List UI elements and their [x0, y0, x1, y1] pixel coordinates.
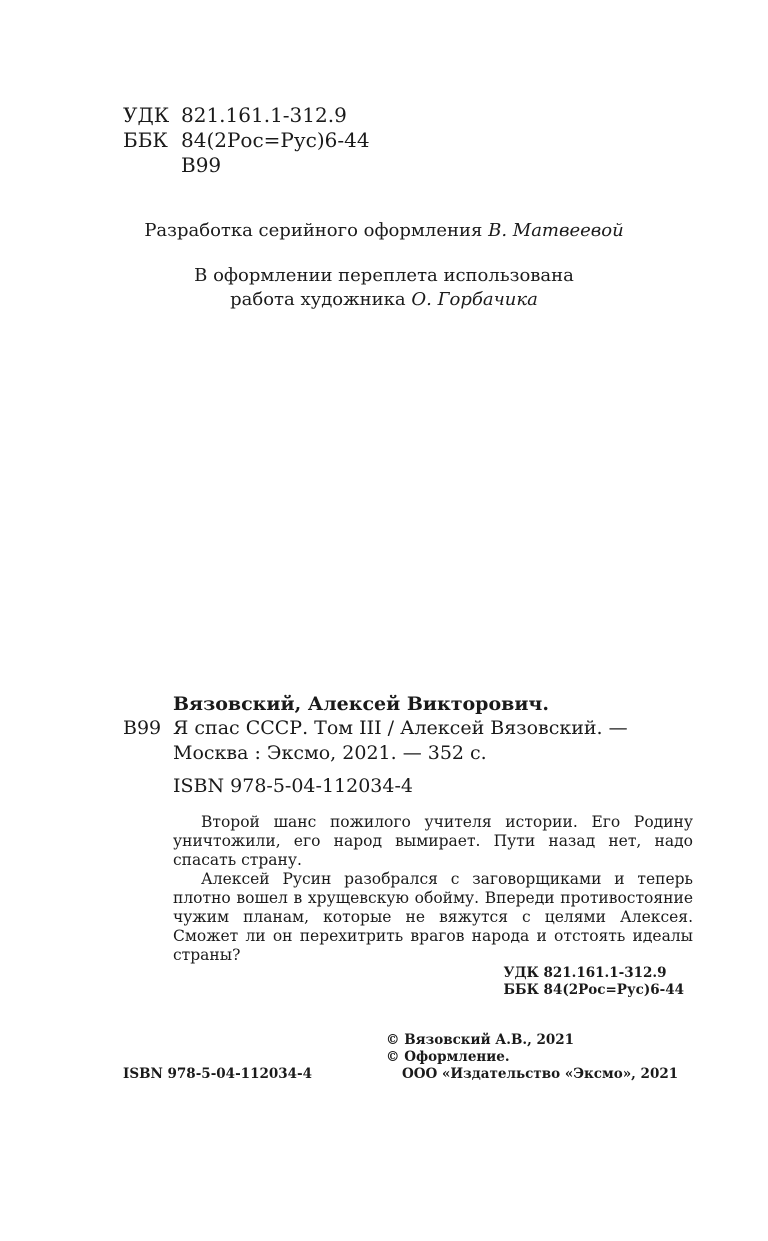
record-isbn: ISBN 978-5-04-112034-4 — [173, 775, 413, 797]
bottom-codes — [504, 965, 685, 999]
imprint-indent — [123, 741, 173, 766]
copyright-publisher: ООО «Издательство «Эксмо», 2021 — [402, 1066, 679, 1082]
author-code-label — [123, 153, 181, 178]
author-code-value: В99 — [181, 153, 222, 177]
title-line2: Москва : Эксмо, 2021. — 352 с. — [173, 742, 487, 764]
bottom-udk: УДК 821.161.1-312.9 — [503, 965, 667, 981]
author-heading: Вязовский, Алексей Викторович. — [173, 693, 549, 715]
cover-design-line2 — [0, 288, 768, 312]
series-designer-name: В. Матвеевой — [488, 220, 624, 241]
record-code: В99 — [123, 717, 162, 739]
cover-design-line1: В оформлении переплета использована — [194, 265, 574, 286]
annotation — [173, 813, 693, 965]
copyright-author: © Вязовский А.В., 2021 — [386, 1032, 575, 1048]
cover-design-text: работа художника — [230, 289, 412, 310]
copyright-design: © Оформление. — [386, 1049, 510, 1065]
udk-row — [123, 103, 370, 128]
imprint-row — [123, 741, 693, 766]
udk-label: УДК — [123, 103, 170, 127]
bottom-bbk: ББК 84(2Рос=Рус)6-44 — [503, 982, 684, 998]
bbk-value: 84(2Рос=Рус)6-44 — [181, 128, 370, 152]
bibliographic-record — [123, 692, 693, 965]
title-row — [123, 716, 693, 741]
bbk-row — [123, 128, 370, 153]
classification-block — [123, 103, 370, 178]
series-design-credit — [0, 219, 768, 243]
bbk-label: ББК — [123, 128, 168, 152]
cover-artist-name: О. Горбачика — [411, 289, 538, 310]
series-design-text: Разработка серийного оформления — [144, 220, 489, 241]
cover-design-credit — [0, 264, 768, 312]
annotation-paragraph: Алексей Русин разобрался с заговорщиками и теперь плотно вошел в хрущевскую обойму. Впереди противостояние чужим планам, которые не вяжутся с целями Алексея. Сможет ли он перехитрить врагов народа и отстоять идеалы страны? — [173, 870, 693, 964]
copyright-block — [386, 1032, 678, 1083]
udk-value: 821.161.1-312.9 — [181, 103, 347, 127]
bottom-isbn: ISBN 978-5-04-112034-4 — [123, 1066, 313, 1082]
title-line1: Я спас СССР. Том III / Алексей Вязовский. — — [173, 717, 628, 739]
author-code-row — [123, 153, 370, 178]
annotation-paragraph: Второй шанс пожилого учителя истории. Его Родину уничтожили, его народ вымирает. Пути назад нет, надо спасать страну. — [173, 813, 693, 869]
